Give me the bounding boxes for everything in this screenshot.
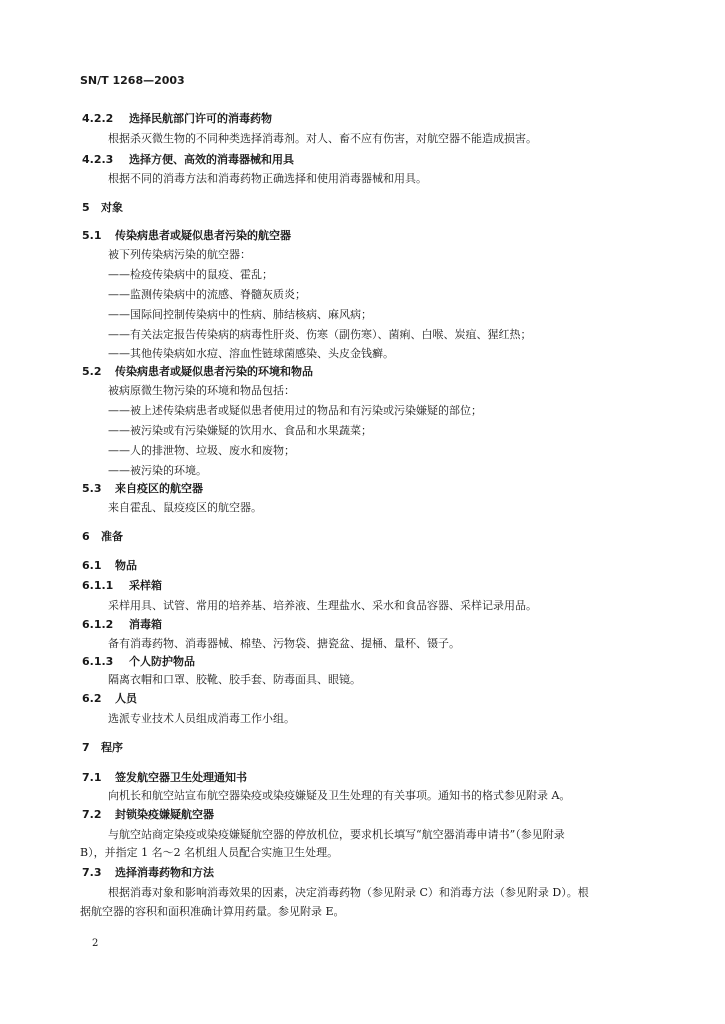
section-title: 物品 [115, 559, 137, 572]
section-title: 传染病患者或疑似患者污染的航空器 [115, 229, 291, 242]
section-number: 7.3 [82, 866, 102, 879]
paragraph-text: 来自霍乱、鼠疫疫区的航空器。 [108, 501, 262, 514]
section-number: 6.1.1 [82, 579, 114, 592]
section-number: 5.1 [82, 229, 102, 242]
section-number: 7 [82, 741, 90, 754]
paragraph-text: ——检疫传染病中的鼠疫、霍乱； [108, 268, 273, 281]
paragraph-text: 根据消毒对象和影响消毒效果的因素，决定消毒药物（参见附录 C）和消毒方法（参见附录 D）。根 [108, 886, 589, 899]
section-title: 准备 [101, 530, 123, 543]
section-number: 6 [82, 530, 90, 543]
paragraph-text: 与航空站商定染疫或染疫嫌疑航空器的停放机位，要求机长填写“航空器消毒申请书”（参见附录 [108, 828, 565, 841]
section-title: 采样箱 [129, 579, 162, 592]
paragraph-text: B），并指定 1 名～2 名机组人员配合实施卫生处理。 [80, 846, 339, 859]
paragraph-text: 选派专业技术人员组成消毒工作小组。 [108, 712, 295, 725]
section-title: 对象 [101, 201, 123, 214]
section-title: 签发航空器卫生处理通知书 [115, 771, 247, 784]
paragraph-text: ——被污染的环境。 [108, 464, 207, 477]
section-number: 6.2 [82, 692, 102, 705]
section-number: 4.2.2 [82, 112, 114, 125]
paragraph-text: 被病原微生物污染的环境和物品包括： [108, 384, 295, 397]
paragraph-text: 采样用具、试管、常用的培养基、培养液、生理盐水、采水和食品容器、采样记录用品。 [108, 599, 537, 612]
paragraph-text: 隔离衣帽和口罩、胶靴、胶手套、防毒面具、眼镜。 [108, 673, 361, 686]
paragraph-text: ——国际间控制传染病中的性病、肺结核病、麻风病； [108, 308, 372, 321]
section-title: 个人防护物品 [129, 655, 195, 668]
section-title: 程序 [101, 741, 123, 754]
section-title: 消毒箱 [129, 618, 162, 631]
section-number: 5.3 [82, 482, 102, 495]
section-title: 来自疫区的航空器 [115, 482, 203, 495]
section-number: 6.1.3 [82, 655, 114, 668]
paragraph-text: 根据不同的消毒方法和消毒药物正确选择和使用消毒器械和用具。 [108, 172, 427, 185]
section-number: 7.2 [82, 808, 102, 821]
section-title: 传染病患者或疑似患者污染的环境和物品 [115, 365, 313, 378]
paragraph-text: ——人的排泄物、垃圾、废水和废物； [108, 444, 295, 457]
section-number: 5.2 [82, 365, 102, 378]
section-title: 封锁染疫嫌疑航空器 [115, 808, 214, 821]
section-number: 6.1.2 [82, 618, 114, 631]
section-title: 选择消毒药物和方法 [115, 866, 214, 879]
page-number: 2 [92, 938, 99, 949]
section-title: 人员 [115, 692, 137, 705]
paragraph-text: ——监测传染病中的流感、脊髓灰质炎； [108, 288, 306, 301]
section-number: 5 [82, 201, 90, 214]
paragraph-text: 备有消毒药物、消毒器械、棉垫、污物袋、搪瓷盆、提桶、量杯、镊子。 [108, 637, 460, 650]
paragraph-text: ——其他传染病如水痘、溶血性链球菌感染、头皮金钱癣。 [108, 347, 394, 360]
paragraph-text: 向机长和航空站宣布航空器染疫或染疫嫌疑及卫生处理的有关事项。通知书的格式参见附录 A。 [108, 789, 571, 802]
paragraph-text: ——有关法定报告传染病的病毒性肝炎、伤寒（副伤寒）、菌痢、白喉、炭疽、猩红热； [108, 328, 532, 341]
paragraph-text: 被下列传染病污染的航空器： [108, 248, 251, 261]
section-number: 6.1 [82, 559, 102, 572]
section-title: 选择民航部门许可的消毒药物 [129, 112, 272, 125]
paragraph-text: ——被上述传染病患者或疑似患者使用过的物品和有污染或污染嫌疑的部位； [108, 404, 482, 417]
section-title: 选择方便、高效的消毒器械和用具 [129, 153, 294, 166]
section-number: 4.2.3 [82, 153, 114, 166]
paragraph-text: ——被污染或有污染嫌疑的饮用水、食品和水果蔬菜； [108, 424, 372, 437]
paragraph-text: 根据杀灭微生物的不同种类选择消毒剂。对人、畜不应有伤害，对航空器不能造成损害。 [108, 132, 537, 145]
section-number: 7.1 [82, 771, 102, 784]
standard-code: SN/T 1268—2003 [80, 74, 185, 87]
paragraph-text: 据航空器的容积和面积准确计算用药量。参见附录 E。 [80, 905, 345, 918]
